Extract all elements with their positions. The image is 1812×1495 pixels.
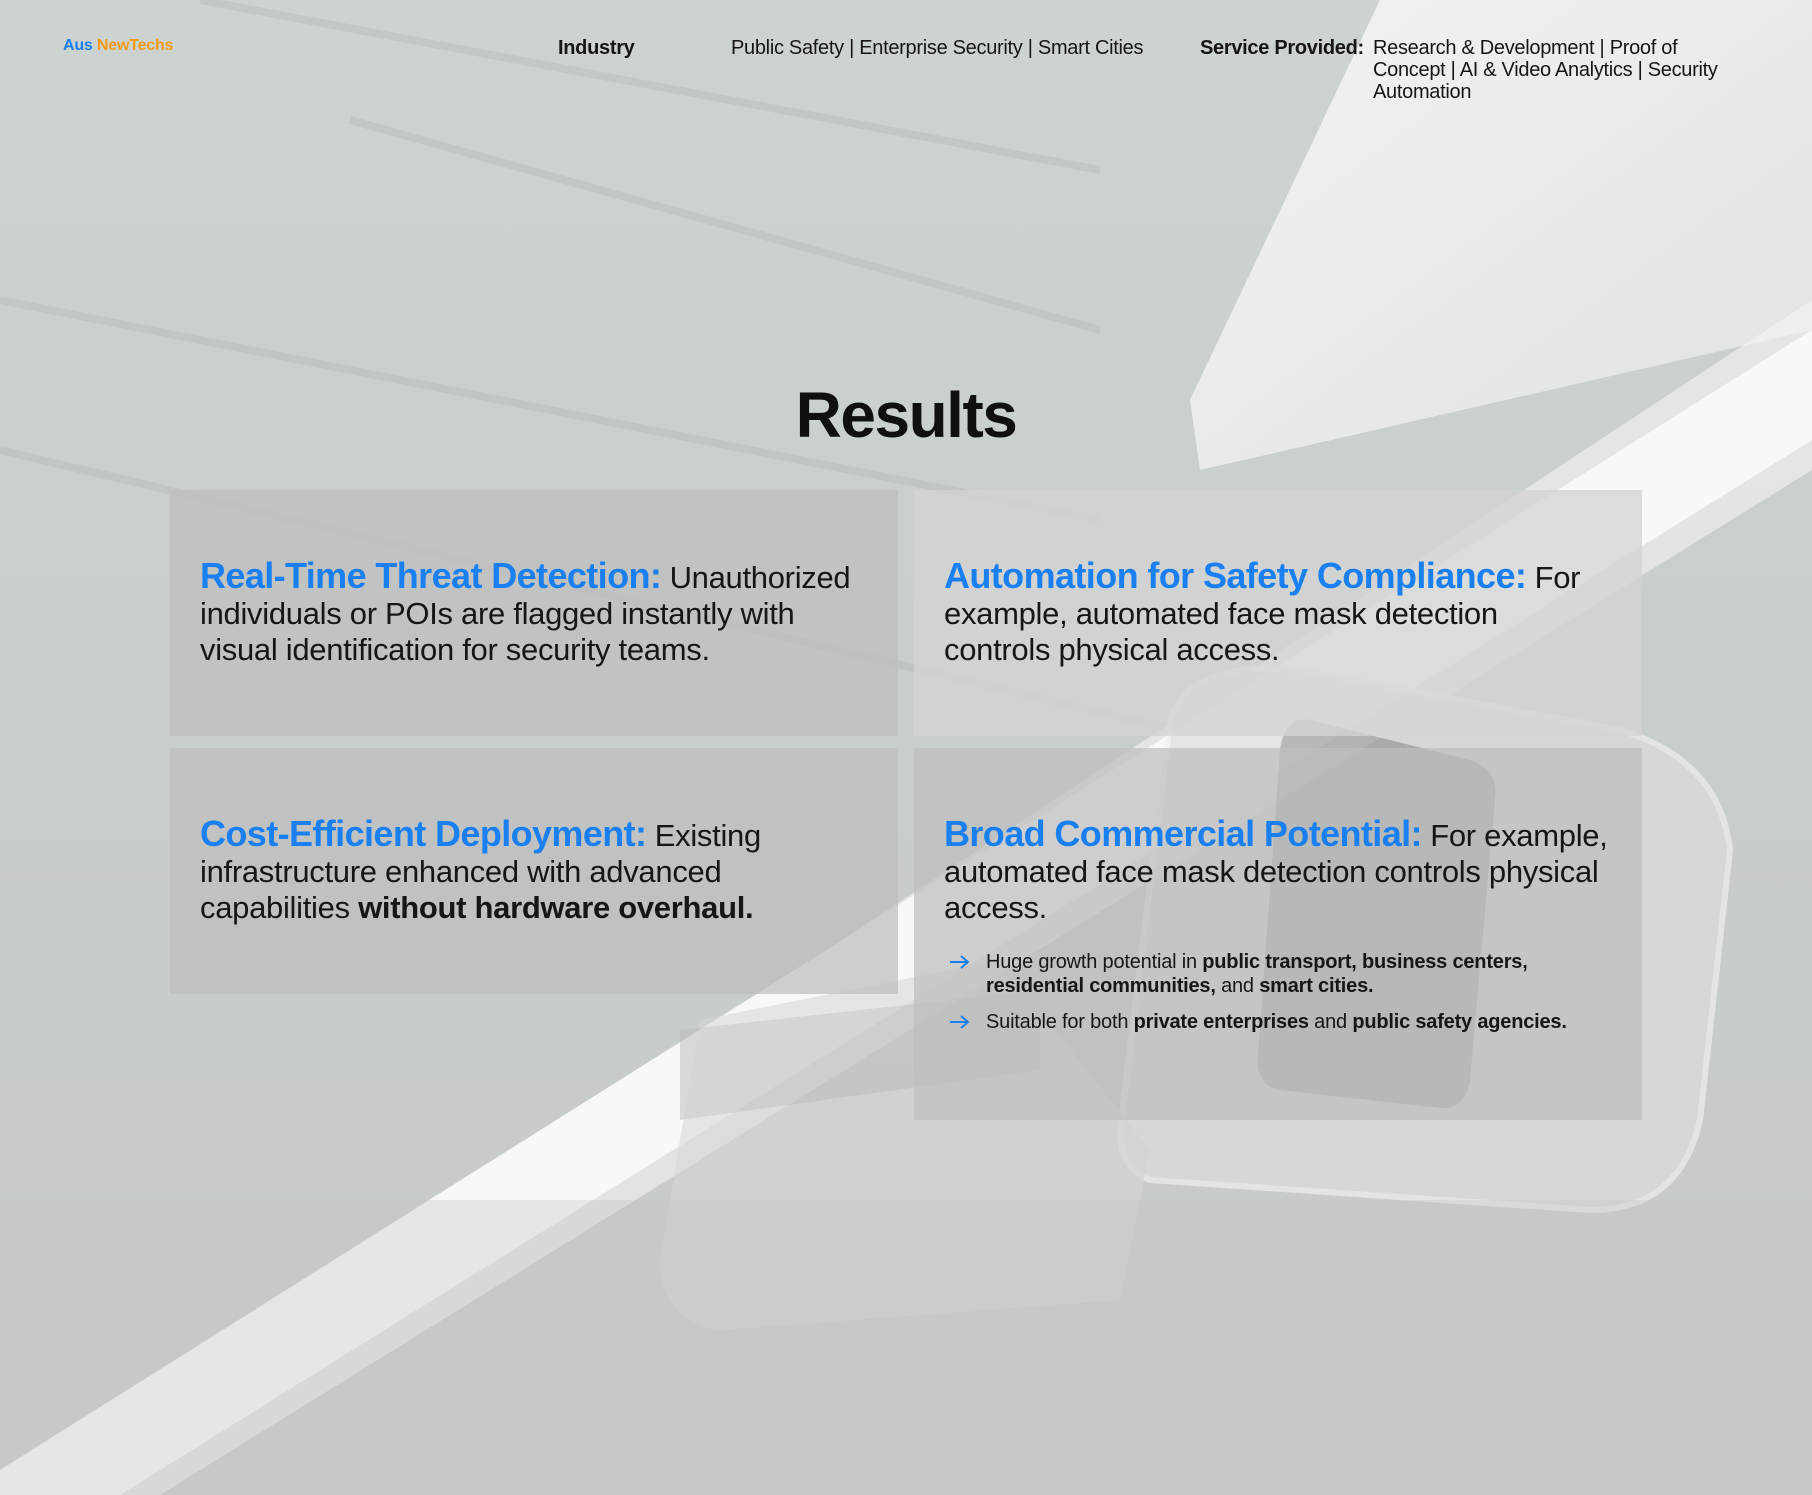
industry-label: Industry xyxy=(558,37,635,59)
result-card-threat-detection xyxy=(170,490,898,736)
card-title: Real-Time Threat Detection: xyxy=(200,555,662,596)
card-body xyxy=(200,555,868,668)
card-text: For example, automated face mask detection controls physical access. xyxy=(944,560,1581,667)
industry-value: Public Safety | Enterprise Security | Smart Cities xyxy=(731,37,1144,59)
results-title: Results xyxy=(795,379,1017,451)
card-text-bold: without hardware overhaul. xyxy=(358,890,754,925)
arrow-right-icon xyxy=(948,1013,972,1031)
bullet-text: and xyxy=(1221,975,1254,997)
brand-logo[interactable] xyxy=(63,37,173,55)
result-card-commercial-potential xyxy=(914,748,1642,1120)
logo-part-newtechs: NewTechs xyxy=(96,37,174,54)
card-text: Unauthorized individuals or POIs are flagged instantly with visual identification for security teams. xyxy=(200,560,851,667)
card-title: Cost-Efficient Deployment: xyxy=(200,813,647,854)
card-title: Automation for Safety Compliance: xyxy=(944,555,1527,596)
service-label: Service Provided: xyxy=(1200,37,1364,59)
result-card-safety-compliance xyxy=(914,490,1642,736)
list-item xyxy=(944,950,1612,998)
result-card-cost-efficient xyxy=(170,748,898,994)
bullet-bold: public safety agencies. xyxy=(1352,1011,1567,1033)
card-text: For example, automated face mask detection controls physical access. xyxy=(944,818,1608,925)
service-value: Research & Development | Proof of Concept | AI & Video Analytics | Security Automation xyxy=(1373,37,1718,103)
list-item xyxy=(944,1010,1612,1034)
bullet-list xyxy=(944,950,1612,1034)
bullet-bold: smart cities. xyxy=(1259,975,1374,997)
bullet-bold: public transport, business centers, residential communities, xyxy=(986,951,1528,997)
bullet-text: and xyxy=(1314,1011,1347,1033)
bullet-text: Huge growth potential in xyxy=(986,951,1197,973)
card-text: Existing infrastructure enhanced with advanced capabilities xyxy=(200,818,761,925)
card-body xyxy=(944,555,1612,668)
card-body xyxy=(200,813,868,926)
bullet-bold: private enterprises xyxy=(1133,1011,1309,1033)
card-body xyxy=(944,813,1612,926)
logo-part-aus: Aus xyxy=(63,37,93,54)
bullet-text: Suitable for both xyxy=(986,1011,1129,1033)
arrow-right-icon xyxy=(948,953,972,971)
card-title: Broad Commercial Potential: xyxy=(944,813,1422,854)
